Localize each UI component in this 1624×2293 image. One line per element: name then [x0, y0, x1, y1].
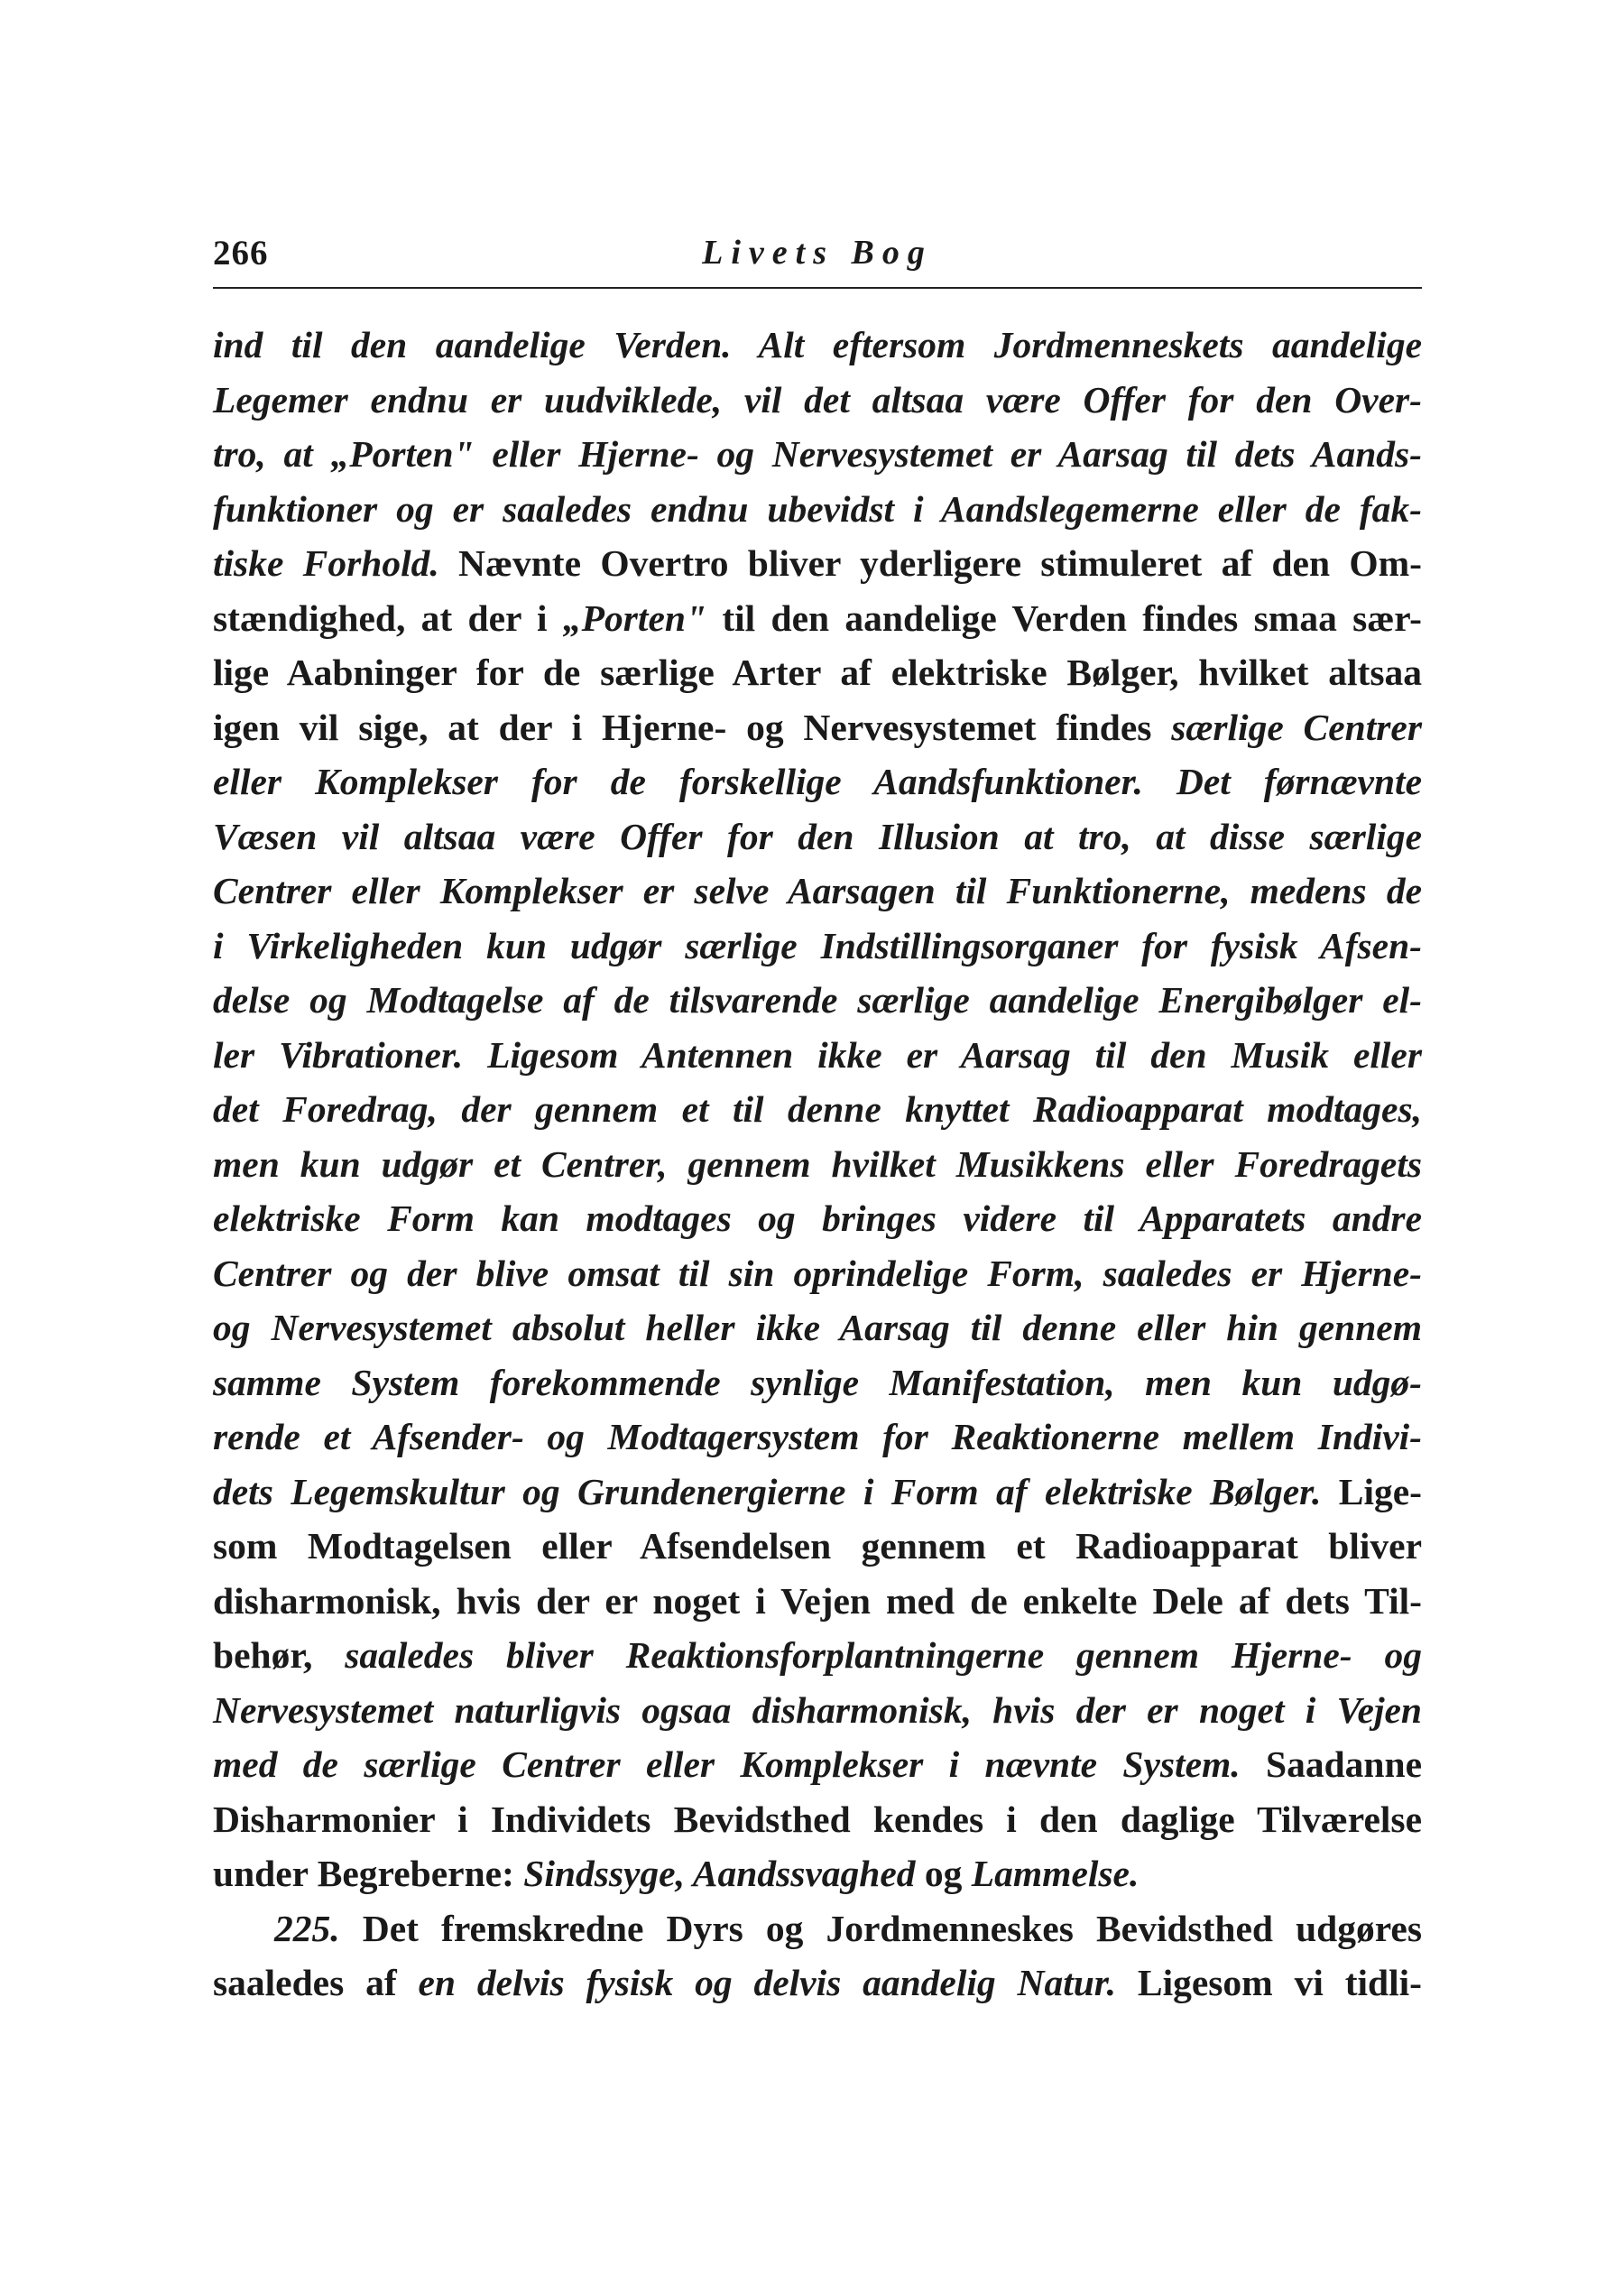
text-line	[213, 1246, 1422, 1301]
italic-run: delse og Modtagelse af de tilsvarende særlige aandelige Energibølger el-	[213, 979, 1422, 1021]
italic-run: men kun udgør et Centrer, gennem hvilket Musikkens eller Foredragets	[213, 1142, 1422, 1185]
text-line	[213, 427, 1422, 482]
text-line	[213, 1846, 1422, 1901]
text-line	[213, 373, 1422, 428]
text-run: lige Aabninger for de særlige Arter af elektriske Bølger, hvilket altsaa	[213, 652, 1422, 693]
text-line	[213, 864, 1422, 919]
italic-run: samme System forekommende synlige Manifestation, men kun udgø-	[213, 1361, 1422, 1403]
text-line	[213, 318, 1422, 373]
italic-run: tro, at „Porten" eller Hjerne- og Nervesystemet er Aarsag til dets Aands-	[213, 433, 1422, 475]
text-line	[213, 1028, 1422, 1083]
text-line	[213, 1956, 1422, 2011]
italic-run: „Porten"	[562, 596, 706, 639]
text-run: Lige-	[1321, 1470, 1422, 1512]
text-run: Nævnte Overtro bliver yderligere stimuleret af den Om-	[438, 542, 1423, 584]
italic-run: Væsen vil altsaa være Offer for den Illusion at tro, at disse særlige	[213, 815, 1422, 857]
text-run: saaledes af	[213, 1962, 419, 2003]
text-run: Saadanne	[1240, 1743, 1422, 1785]
page-number: 266	[213, 234, 269, 273]
italic-run: rende et Afsender- og Modtagersystem for Reaktionerne mellem Indivi-	[213, 1416, 1422, 1457]
italic-run: funktioner og er saaledes endnu ubevidst i Aandslegemerne eller de fak-	[213, 487, 1422, 530]
text-line	[213, 1683, 1422, 1738]
running-title: Livets Bog	[702, 234, 933, 272]
text-run: og	[915, 1853, 972, 1894]
text-line	[213, 1519, 1422, 1574]
text-line	[213, 1737, 1422, 1792]
text-line	[213, 482, 1422, 537]
italic-run: særlige Centrer	[1171, 706, 1422, 748]
text-line	[213, 1574, 1422, 1629]
italic-run: dets Legemskultur og Grundenergierne i Form af elektriske Bølger.	[213, 1470, 1322, 1512]
italic-run: med de særlige Centrer eller Komplekser i nævnte System.	[213, 1743, 1241, 1785]
text-line	[213, 1628, 1422, 1683]
text-line	[213, 1465, 1422, 1520]
italic-run: 225.	[274, 1907, 340, 1949]
text-line	[213, 1191, 1422, 1246]
text-line	[213, 1410, 1422, 1465]
italic-run: Centrer eller Komplekser er selve Aarsagen til Funktionerne, medens de	[213, 870, 1422, 911]
italic-run: Nervesystemet naturligvis ogsaa disharmonisk, hvis der er noget i Vejen	[213, 1688, 1422, 1731]
text-run: Disharmonier i Individets Bevidsthed kendes i den daglige Tilværelse	[213, 1798, 1422, 1840]
running-header	[213, 233, 1422, 289]
italic-run: ind til den aandelige Verden. Alt eftersom Jordmenneskets aandelige	[213, 324, 1422, 365]
italic-run: eller Komplekser for de forskellige Aandsfunktioner. Det førnævnte	[213, 761, 1422, 802]
text-line	[213, 919, 1422, 974]
text-run: som Modtagelsen eller Afsendelsen gennem et Radioapparat bliver	[213, 1525, 1422, 1567]
text-run: igen vil sige, at der i Hjerne- og Nervesystemet findes	[213, 706, 1172, 748]
text-run: Det fremskredne Dyrs og Jordmenneskes Bevidsthed udgøres	[339, 1907, 1422, 1949]
text-run: disharmonisk, hvis der er noget i Vejen med de enkelte Dele af dets Til-	[213, 1579, 1422, 1622]
italic-run: Sindssyge, Aandssvaghed	[523, 1853, 916, 1894]
text-line	[213, 1792, 1422, 1847]
text-line	[213, 1300, 1422, 1355]
italic-run: ler Vibrationer. Ligesom Antennen ikke er Aarsag til den Musik eller	[213, 1033, 1422, 1076]
text-run: til den aandelige Verden findes smaa sær-	[706, 596, 1422, 639]
text-line	[213, 1355, 1422, 1410]
italic-run: i Virkeligheden kun udgør særlige Indstillingsorganer for fysisk Afsen-	[213, 924, 1422, 966]
italic-run: en delvis fysisk og delvis aandelig Natur.	[418, 1962, 1117, 2003]
text-line	[213, 1901, 1422, 1956]
text-line	[213, 809, 1422, 864]
text-line	[213, 1137, 1422, 1192]
italic-run: Legemer endnu er uudviklede, vil det altsaa være Offer for den Over-	[213, 378, 1422, 421]
italic-run: det Foredrag, der gennem et til denne knyttet Radioapparat modtages,	[213, 1088, 1422, 1130]
italic-run: saaledes bliver Reaktionsforplantningerne gennem Hjerne- og	[345, 1634, 1422, 1676]
italic-run: Centrer og der blive omsat til sin oprindelige Form, saaledes er Hjerne-	[213, 1252, 1422, 1294]
italic-run: tiske Forhold.	[213, 542, 439, 584]
text-line	[213, 700, 1422, 755]
text-line	[213, 754, 1422, 809]
italic-run: elektriske Form kan modtages og bringes videre til Apparatets andre	[213, 1197, 1422, 1239]
text-run: under Begreberne:	[213, 1853, 524, 1894]
text-line	[213, 1082, 1422, 1137]
text-line	[213, 645, 1422, 700]
text-run: Ligesom vi tidli-	[1116, 1962, 1423, 2003]
italic-run: og Nervesystemet absolut heller ikke Aarsag til denne eller hin gennem	[213, 1307, 1422, 1348]
italic-run: Lammelse.	[971, 1853, 1140, 1894]
text-run: stændighed, at der i	[213, 596, 563, 639]
text-line	[213, 973, 1422, 1028]
text-line	[213, 591, 1422, 646]
text-line	[213, 536, 1422, 591]
text-run: behør,	[213, 1634, 346, 1676]
body-text	[213, 318, 1422, 2011]
